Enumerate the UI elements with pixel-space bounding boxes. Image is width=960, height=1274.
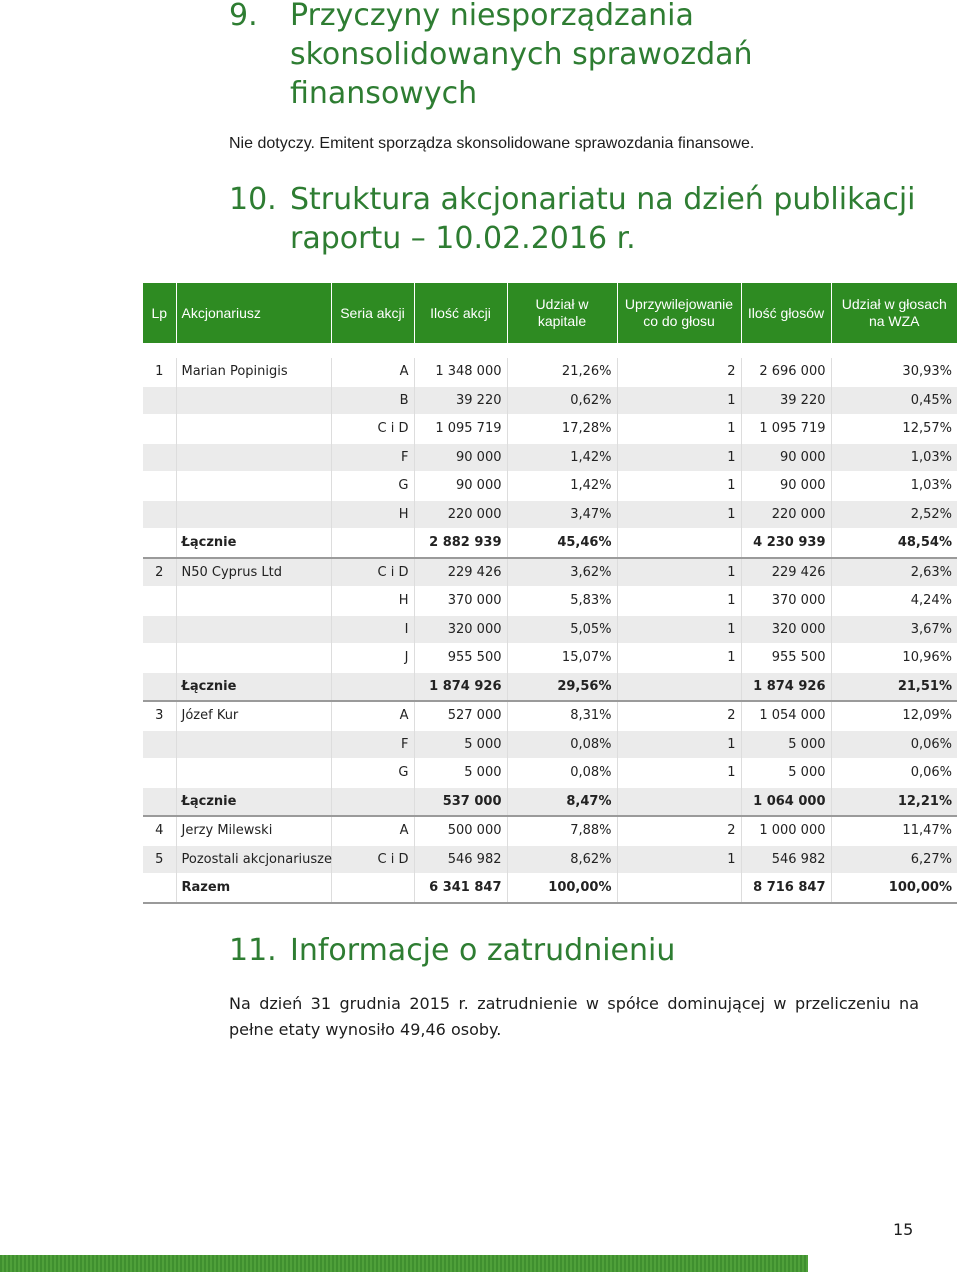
cell-votes-share: 2,52%	[831, 500, 957, 529]
cell-vote-preference: 1	[617, 443, 741, 472]
cell-lp	[143, 500, 176, 529]
cell-votes-share: 30,93%	[831, 351, 957, 387]
cell-votes: 90 000	[741, 472, 831, 501]
cell-capital-share: 0,62%	[507, 386, 617, 415]
table-total-row	[143, 874, 957, 903]
cell-votes-share: 2,63%	[831, 558, 957, 587]
cell-shareholder: N50 Cyprus Ltd	[176, 558, 331, 587]
cell-votes: 39 220	[741, 386, 831, 415]
cell-shares: 5 000	[414, 759, 507, 788]
cell-lp: 2	[143, 558, 176, 587]
cell-lp	[143, 874, 176, 903]
cell-votes: 5 000	[741, 730, 831, 759]
cell-lp: 5	[143, 845, 176, 874]
cell-lp	[143, 615, 176, 644]
cell-lp	[143, 415, 176, 444]
table-row	[143, 472, 957, 501]
table-row	[143, 443, 957, 472]
cell-series: C i D	[331, 415, 414, 444]
header-vote-preference: Uprzywilejowanie co do głosu	[617, 283, 741, 351]
cell-votes-share: 11,47%	[831, 816, 957, 845]
cell-votes-share: 3,67%	[831, 615, 957, 644]
header-shareholder: Akcjonariusz	[176, 283, 331, 351]
cell-series: I	[331, 615, 414, 644]
cell-series: C i D	[331, 845, 414, 874]
cell-shares: 320 000	[414, 615, 507, 644]
cell-lp: 3	[143, 701, 176, 730]
cell-capital-share: 17,28%	[507, 415, 617, 444]
cell-votes-share: 1,03%	[831, 472, 957, 501]
cell-capital-share: 45,46%	[507, 529, 617, 558]
cell-series: A	[331, 816, 414, 845]
cell-votes-share: 100,00%	[831, 874, 957, 903]
cell-vote-preference: 1	[617, 730, 741, 759]
cell-vote-preference: 2	[617, 701, 741, 730]
cell-capital-share: 5,05%	[507, 615, 617, 644]
cell-capital-share: 15,07%	[507, 644, 617, 673]
header-shares: Ilość akcji	[414, 283, 507, 351]
cell-votes-share: 48,54%	[831, 529, 957, 558]
cell-shareholder: Łącznie	[176, 529, 331, 558]
cell-shareholder	[176, 587, 331, 616]
table-row	[143, 644, 957, 673]
cell-vote-preference: 1	[617, 558, 741, 587]
cell-vote-preference: 1	[617, 615, 741, 644]
cell-vote-preference: 1	[617, 587, 741, 616]
cell-shareholder	[176, 615, 331, 644]
cell-votes: 370 000	[741, 587, 831, 616]
cell-shareholder	[176, 759, 331, 788]
cell-series: H	[331, 587, 414, 616]
cell-lp	[143, 672, 176, 701]
cell-shareholder: Razem	[176, 874, 331, 903]
cell-votes: 1 000 000	[741, 816, 831, 845]
cell-shares: 1 348 000	[414, 351, 507, 387]
cell-vote-preference: 1	[617, 386, 741, 415]
cell-shareholder	[176, 472, 331, 501]
section-9-text: Nie dotyczy. Emitent sporządza skonsolidowane sprawozdania finansowe.	[229, 135, 755, 152]
cell-vote-preference	[617, 874, 741, 903]
table-row	[143, 816, 957, 845]
cell-shareholder	[176, 386, 331, 415]
cell-capital-share: 8,31%	[507, 701, 617, 730]
cell-votes-share: 6,27%	[831, 845, 957, 874]
cell-shareholder: Łącznie	[176, 787, 331, 816]
cell-capital-share: 29,56%	[507, 672, 617, 701]
cell-lp: 4	[143, 816, 176, 845]
cell-votes-share: 0,45%	[831, 386, 957, 415]
cell-votes: 5 000	[741, 759, 831, 788]
cell-shareholder	[176, 500, 331, 529]
cell-series: H	[331, 500, 414, 529]
cell-shareholder: Józef Kur	[176, 701, 331, 730]
cell-votes-share: 0,06%	[831, 730, 957, 759]
cell-shares: 527 000	[414, 701, 507, 730]
cell-lp	[143, 529, 176, 558]
header-lp: Lp	[143, 283, 176, 351]
cell-shares: 546 982	[414, 845, 507, 874]
header-votes-share: Udział w głosach na WZA	[831, 283, 957, 351]
cell-votes: 2 696 000	[741, 351, 831, 387]
header-series: Seria akcji	[331, 283, 414, 351]
cell-vote-preference: 1	[617, 472, 741, 501]
cell-shares: 1 095 719	[414, 415, 507, 444]
section-11-text: Na dzień 31 grudnia 2015 r. zatrudnienie w spółce dominującej w przeliczeniu na pełne etaty wynosiło 49,46 osoby.	[229, 994, 919, 1039]
cell-lp	[143, 386, 176, 415]
table-total-row	[143, 672, 957, 701]
table-row	[143, 500, 957, 529]
cell-votes-share: 4,24%	[831, 587, 957, 616]
cell-votes-share: 21,51%	[831, 672, 957, 701]
shareholder-structure-table	[143, 283, 957, 904]
cell-series: G	[331, 472, 414, 501]
cell-shareholder	[176, 443, 331, 472]
cell-series: A	[331, 351, 414, 387]
table-total-row	[143, 529, 957, 558]
cell-votes-share: 10,96%	[831, 644, 957, 673]
cell-series: F	[331, 443, 414, 472]
cell-votes: 1 095 719	[741, 415, 831, 444]
cell-shareholder: Pozostali akcjonariusze	[176, 845, 331, 874]
cell-capital-share: 100,00%	[507, 874, 617, 903]
cell-series: B	[331, 386, 414, 415]
cell-shareholder	[176, 415, 331, 444]
cell-shares: 370 000	[414, 587, 507, 616]
cell-votes: 955 500	[741, 644, 831, 673]
cell-capital-share: 7,88%	[507, 816, 617, 845]
cell-votes: 546 982	[741, 845, 831, 874]
cell-capital-share: 1,42%	[507, 472, 617, 501]
cell-vote-preference: 2	[617, 351, 741, 387]
cell-shares: 229 426	[414, 558, 507, 587]
section-9-heading	[229, 0, 930, 113]
table-header-row	[143, 283, 957, 351]
cell-series: C i D	[331, 558, 414, 587]
cell-shareholder: Jerzy Milewski	[176, 816, 331, 845]
cell-vote-preference: 1	[617, 759, 741, 788]
section-title: Struktura akcjonariatu na dzień publikacji raportu – 10.02.2016 r.	[290, 182, 916, 256]
cell-lp: 1	[143, 351, 176, 387]
cell-vote-preference: 1	[617, 644, 741, 673]
cell-vote-preference: 1	[617, 845, 741, 874]
cell-votes-share: 0,06%	[831, 759, 957, 788]
cell-shares: 5 000	[414, 730, 507, 759]
table-row	[143, 701, 957, 730]
cell-votes-share: 1,03%	[831, 443, 957, 472]
table-total-row	[143, 787, 957, 816]
cell-series	[331, 529, 414, 558]
cell-votes-share: 12,09%	[831, 701, 957, 730]
cell-votes: 320 000	[741, 615, 831, 644]
cell-shares: 1 874 926	[414, 672, 507, 701]
cell-vote-preference	[617, 787, 741, 816]
cell-shares: 6 341 847	[414, 874, 507, 903]
section-number: 10.	[229, 182, 277, 217]
cell-vote-preference: 1	[617, 500, 741, 529]
cell-capital-share: 1,42%	[507, 443, 617, 472]
cell-capital-share: 3,62%	[507, 558, 617, 587]
page-number: 15	[893, 1220, 914, 1239]
cell-shareholder: Łącznie	[176, 672, 331, 701]
cell-series	[331, 787, 414, 816]
cell-votes: 8 716 847	[741, 874, 831, 903]
table-row	[143, 386, 957, 415]
cell-shares: 2 882 939	[414, 529, 507, 558]
cell-capital-share: 8,62%	[507, 845, 617, 874]
cell-vote-preference	[617, 529, 741, 558]
cell-lp	[143, 443, 176, 472]
table-row	[143, 351, 957, 387]
header-capital-share: Udział w kapitale	[507, 283, 617, 351]
header-votes: Ilość głosów	[741, 283, 831, 351]
cell-shares: 500 000	[414, 816, 507, 845]
cell-capital-share: 3,47%	[507, 500, 617, 529]
cell-series: F	[331, 730, 414, 759]
section-title: Informacje o zatrudnieniu	[290, 933, 676, 968]
cell-vote-preference	[617, 672, 741, 701]
table-row	[143, 587, 957, 616]
table-row	[143, 845, 957, 874]
table-row	[143, 759, 957, 788]
cell-lp	[143, 759, 176, 788]
cell-lp	[143, 730, 176, 759]
cell-votes: 220 000	[741, 500, 831, 529]
cell-series: G	[331, 759, 414, 788]
cell-shares: 39 220	[414, 386, 507, 415]
cell-series: J	[331, 644, 414, 673]
cell-shares: 90 000	[414, 443, 507, 472]
cell-shares: 537 000	[414, 787, 507, 816]
table-row	[143, 730, 957, 759]
section-11-heading	[229, 931, 930, 970]
table-body	[143, 351, 957, 903]
cell-shares: 220 000	[414, 500, 507, 529]
cell-shareholder	[176, 730, 331, 759]
cell-lp	[143, 587, 176, 616]
table-row	[143, 558, 957, 587]
cell-capital-share: 21,26%	[507, 351, 617, 387]
cell-votes: 229 426	[741, 558, 831, 587]
cell-capital-share: 0,08%	[507, 759, 617, 788]
cell-capital-share: 0,08%	[507, 730, 617, 759]
cell-vote-preference: 1	[617, 415, 741, 444]
section-number: 11.	[229, 933, 277, 968]
cell-lp	[143, 644, 176, 673]
cell-votes-share: 12,57%	[831, 415, 957, 444]
table-row	[143, 415, 957, 444]
cell-votes: 4 230 939	[741, 529, 831, 558]
cell-lp	[143, 787, 176, 816]
cell-series: A	[331, 701, 414, 730]
cell-votes: 1 054 000	[741, 701, 831, 730]
cell-capital-share: 8,47%	[507, 787, 617, 816]
cell-shares: 955 500	[414, 644, 507, 673]
table-row	[143, 615, 957, 644]
footer-bar	[0, 1255, 808, 1272]
cell-votes: 90 000	[741, 443, 831, 472]
section-number: 9.	[229, 0, 258, 33]
cell-lp	[143, 472, 176, 501]
section-title: Przyczyny niesporządzania skonsolidowanych sprawozdań finansowych	[290, 0, 753, 111]
cell-votes: 1 874 926	[741, 672, 831, 701]
cell-series	[331, 874, 414, 903]
cell-votes: 1 064 000	[741, 787, 831, 816]
cell-capital-share: 5,83%	[507, 587, 617, 616]
section-10-heading	[229, 180, 930, 258]
cell-shares: 90 000	[414, 472, 507, 501]
cell-shareholder: Marian Popinigis	[176, 351, 331, 387]
cell-series	[331, 672, 414, 701]
cell-votes-share: 12,21%	[831, 787, 957, 816]
cell-shareholder	[176, 644, 331, 673]
cell-vote-preference: 2	[617, 816, 741, 845]
